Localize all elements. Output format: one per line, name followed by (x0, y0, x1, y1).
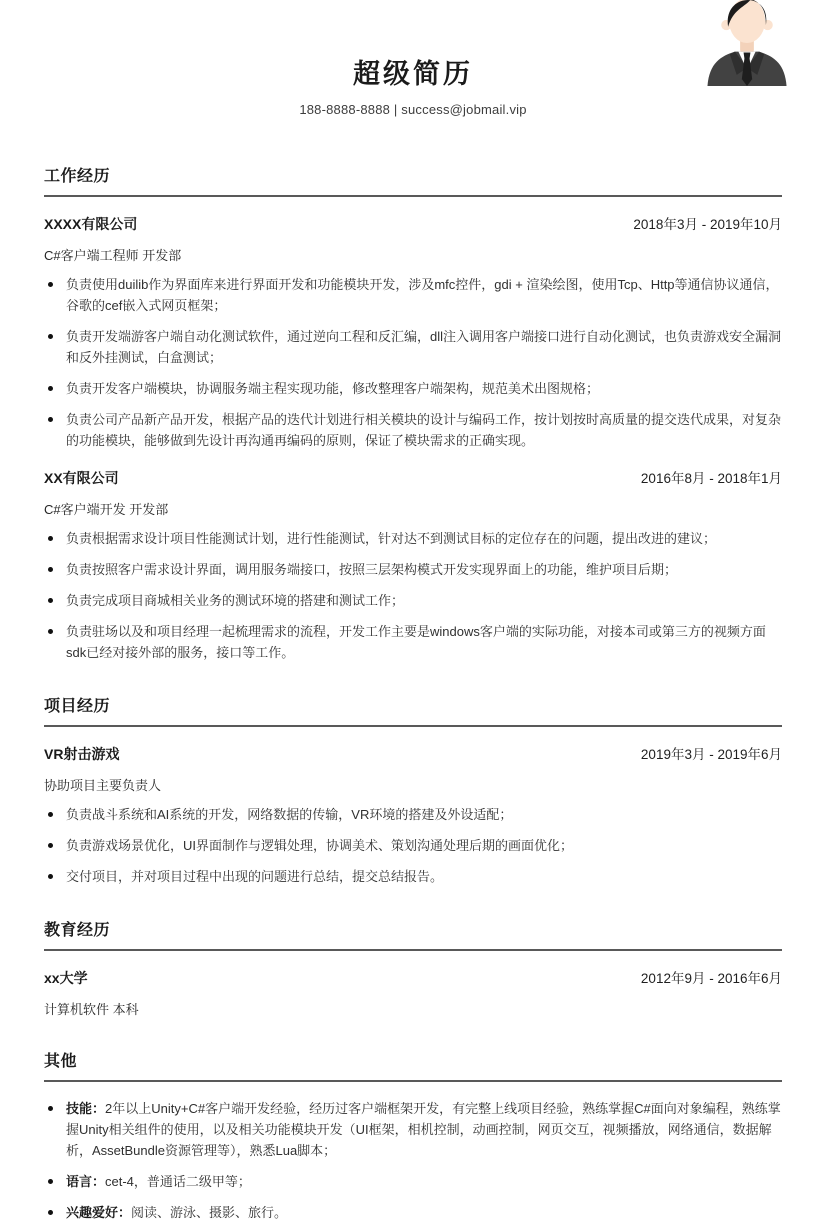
entry-header (44, 213, 782, 234)
bullet-text: 负责按照客户需求设计界面，调用服务端接口，按照三层架构模式开发实现界面上的功能，维护项目后期； (66, 562, 678, 577)
bullet-list (44, 1098, 782, 1223)
resume-section (44, 1048, 782, 1223)
section-title: 工作经历 (44, 163, 782, 197)
bullet-item (44, 559, 782, 580)
resume-entry (44, 1098, 782, 1223)
section-title: 其他 (44, 1048, 782, 1082)
bullet-text: 负责根据需求设计项目性能测试计划，进行性能测试，针对达不到测试目标的定位存在的问题，提出改进的建议； (66, 531, 717, 546)
bullet-item (44, 1202, 782, 1223)
bullet-item (44, 1098, 782, 1161)
section-entries (44, 213, 782, 663)
bullet-list (44, 528, 782, 663)
entry-subtitle: C#客户端工程师 开发部 (44, 248, 182, 263)
bullet-text: 负责公司产品新产品开发，根据产品的迭代计划进行相关模块的设计与编码工作，按计划按时高质量的提交迭代成果，对复杂的功能模块，能够做到先设计再沟通再编码的原则，保证了模块需求的正确实现。 (66, 412, 782, 448)
section-entries (44, 967, 782, 1018)
entry-date: 2012年9月 - 2016年6月 (640, 971, 782, 986)
entry-name: XXXX有限公司 (44, 216, 138, 232)
contact-info: 188-8888-8888 | success@jobmail.vip (299, 102, 527, 117)
bullet-item (44, 326, 782, 368)
bullet-text: 负责战斗系统和AI系统的开发，网络数据的传输，VR环境的搭建及外设适配； (66, 807, 513, 822)
bullet-item (44, 590, 782, 611)
entry-subtitle: C#客户端开发 开发部 (44, 502, 169, 517)
entry-name: xx大学 (44, 970, 88, 986)
bullet-label: 技能： (66, 1101, 106, 1116)
entry-header (44, 467, 782, 488)
entry-date: 2016年8月 - 2018年1月 (640, 471, 782, 486)
male-portrait-icon (704, 0, 790, 86)
bullet-label: 语言： (66, 1174, 106, 1189)
resume-entry (44, 467, 782, 663)
bullet-text: 负责使用duilib作为界面库来进行界面开发和功能模块开发，涉及mfc控件，gdi + 渲染绘图，使用Tcp、Http等通信协议通信，谷歌的cef嵌入式网页框架； (66, 277, 779, 313)
bullet-label: 兴趣爱好： (66, 1205, 132, 1220)
bullet-item (44, 621, 782, 663)
resume-section (44, 917, 782, 1018)
bullet-text: 阅读、游泳、摄影、旅行。 (131, 1205, 288, 1220)
bullet-text: 负责驻场以及和项目经理一起梳理需求的流程，开发工作主要是windows客户端的实际功能，对接本司或第三方的视频方面sdk已经对接外部的服务，接口等工作。 (66, 624, 766, 660)
resume-entry (44, 967, 782, 1018)
section-title: 教育经历 (44, 917, 782, 951)
bullet-item (44, 866, 782, 887)
entry-name: VR射击游戏 (44, 746, 120, 762)
resume-sections (44, 163, 782, 1223)
bullet-item (44, 409, 782, 451)
bullet-text: 交付项目，并对项目过程中出现的问题进行总结，提交总结报告。 (66, 869, 444, 884)
bullet-text: 负责完成项目商城相关业务的测试环境的搭建和测试工作； (66, 593, 405, 608)
bullet-item (44, 528, 782, 549)
bullet-text: cet-4，普通话二级甲等； (105, 1174, 251, 1189)
section-entries (44, 743, 782, 887)
bullet-text: 2年以上Unity+C#客户端开发经验，经历过客户端框架开发，有完整上线项目经验，熟练掌握C#面向对象编程，熟练掌握Unity相关组件的使用，以及相关功能模块开发（UI框架，相机控制，动画控制，网页交互，视频播放，网络通信，数据解析，AssetBundle资源管理等），熟悉Lua脚本； (66, 1101, 781, 1158)
section-title: 项目经历 (44, 693, 782, 727)
section-entries (44, 1098, 782, 1223)
resume-header (44, 0, 782, 117)
bullet-item (44, 835, 782, 856)
entry-subtitle: 计算机软件 本科 (44, 1002, 139, 1017)
bullet-text: 负责开发端游客户端自动化测试软件，通过逆向工程和反汇编，dll注入调用客户端接口进行自动化测试，也负责游戏安全漏洞和反外挂测试，白盒测试； (66, 329, 782, 365)
page-title: 超级简历 (353, 59, 473, 89)
entry-header (44, 967, 782, 988)
resume-section (44, 163, 782, 663)
entry-date: 2019年3月 - 2019年6月 (640, 747, 782, 762)
bullet-list (44, 274, 782, 451)
entry-date: 2018年3月 - 2019年10月 (633, 217, 782, 232)
entry-header (44, 743, 782, 764)
bullet-list (44, 804, 782, 887)
bullet-item (44, 1171, 782, 1192)
avatar (704, 0, 790, 86)
resume-section (44, 693, 782, 887)
bullet-text: 负责开发客户端模块，协调服务端主程实现功能，修改整理客户端架构，规范美术出图规格； (66, 381, 600, 396)
resume-entry (44, 213, 782, 451)
entry-subtitle: 协助项目主要负责人 (44, 778, 162, 793)
bullet-text: 负责游戏场景优化，UI界面制作与逻辑处理，协调美术、策划沟通处理后期的画面优化； (66, 838, 574, 853)
bullet-item (44, 274, 782, 316)
bullet-item (44, 378, 782, 399)
bullet-item (44, 804, 782, 825)
entry-name: XX有限公司 (44, 470, 119, 486)
resume-entry (44, 743, 782, 887)
